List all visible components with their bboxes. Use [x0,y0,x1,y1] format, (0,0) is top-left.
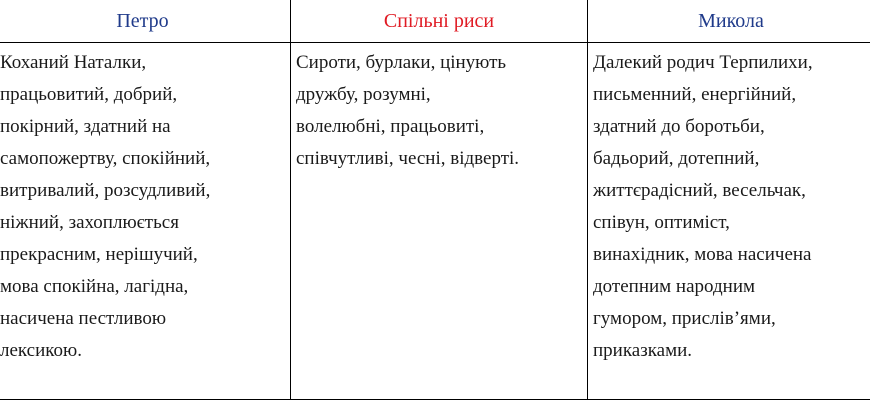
header-petro: Петро [0,0,291,43]
mykola-line: гумором, прислів’ями, [593,308,776,329]
petro-line: прекрасним, нерішучий, [0,244,198,265]
petro-line: ніжний, захоплюється [0,212,179,233]
petro-line: витривалий, розсудливий, [0,180,211,201]
petro-line: покірний, здатний на [0,116,171,137]
petro-line: самопожертву, спокійний, [0,148,211,169]
petro-line: Коханий Наталки, [0,52,147,73]
table-header-row [0,0,870,43]
header-common-traits: Спільні риси [291,0,588,43]
mykola-line: здатний до боротьби, [593,116,765,137]
mykola-line: приказками. [593,340,693,361]
mykola-line: винахідник, мова насичена [593,244,812,265]
mykola-line: дотепним народним [593,276,756,297]
common-traits-cell [291,43,588,400]
header-mykola: Микола [588,0,870,43]
mykola-traits-cell [588,43,870,400]
mykola-line: Далекий родич Терпилихи, [593,52,813,73]
mykola-line: письменний, енергійний, [593,84,797,105]
common-line: волелюбні, працьовиті, [296,116,485,137]
petro-line: мова спокійна, лагідна, [0,276,189,297]
common-line: співчутливі, чесні, відверті. [296,148,520,169]
mykola-line: співун, оптиміст, [593,212,730,233]
petro-line: лексикою. [0,340,82,361]
common-line: Сироти, бурлаки, цінують [296,52,507,73]
mykola-line: бадьорий, дотепний, [593,148,760,169]
petro-line: насичена пестливою [0,308,167,329]
petro-line: працьовитий, добрий, [0,84,178,105]
table-row [0,43,870,400]
petro-traits-cell [0,43,291,400]
mykola-line: життєрадісний, весельчак, [593,180,806,201]
common-line: дружбу, розумні, [296,84,431,105]
